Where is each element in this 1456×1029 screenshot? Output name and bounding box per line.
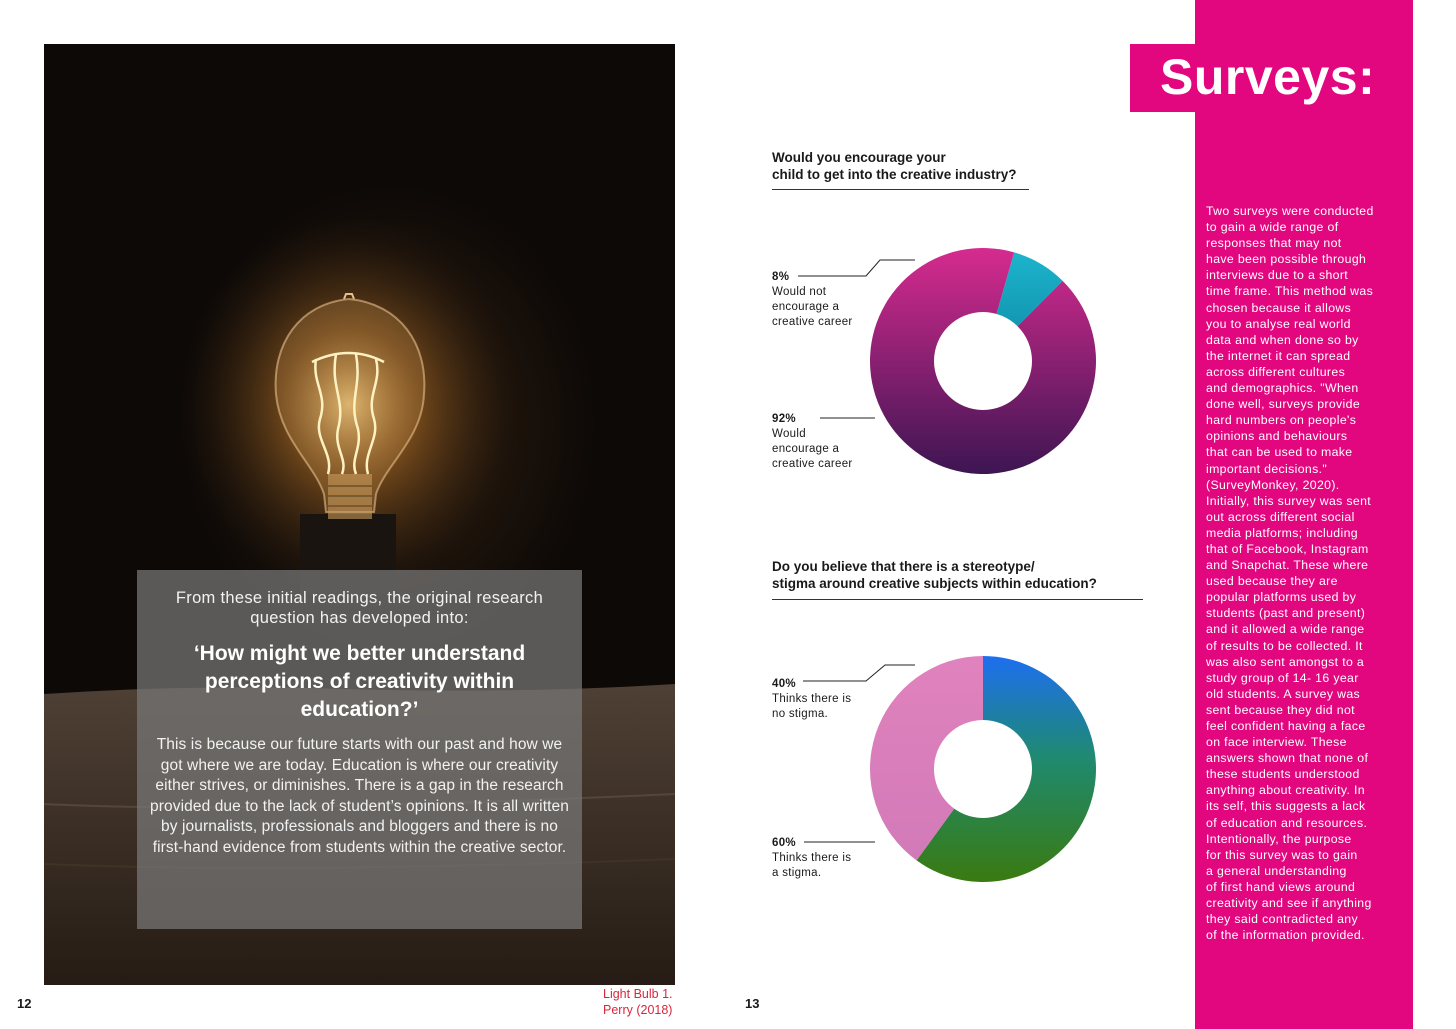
chart1-label-0-line1: Would not [772,286,827,298]
chart1-label-0-line3: creative career [772,316,853,328]
page-title: Surveys: [1160,49,1376,105]
page-number-left: 12 [17,996,32,1011]
sidebar-text: Two surveys were conducted to gain a wide range of responses that may not have been possible through interviews due to a short time frame. This method was chosen because it allows you to analyse real world data and when done so by the internet it can spread across different cultures and demographics. "When done well, surveys provide hard numbers on people's opinions and behaviours that can be used to make important decisions." (SurveyMonkey, 2020). Initially, this survey was sent out across different social media platforms; including that of Facebook, Instagram and Snapchat. These where used because they are popular platforms used by students (past and present) and it allowed a wide range of results to be collected. It was also sent amongst to a study group of 14- 16 year old students. A survey was sent because they did not feel confident having a face on face interview. These answers shown that none of these students understood anything about creativity. In its self, this suggests a lack of education and resources. Intentionally, the purpose for this survey was to gain a general understanding of first hand views around creativity and see if anything they said contradicted any of the information provided. [1206,204,1374,943]
chart1-leader-0 [798,260,915,276]
quote-intro: From these initial readings, the original research question has developed into: [175,589,544,627]
chart1-label-1-line1: Would [772,428,806,440]
chart2-label-0-line2: no stigma. [772,708,829,720]
chart1-question-line2: child to get into the creative industry? [772,167,1017,182]
research-question: ‘How might we better understand perceptions of creativity within education?’ [193,642,526,721]
chart2-leader-0 [803,665,915,681]
chart1-label-1-pct: 92% [772,413,796,425]
chart2-donut-hole [934,720,1032,818]
chart1-label-1-line3: creative career [772,458,853,470]
photo-caption-line2: Perry (2018) [603,1003,673,1017]
chart1-label-0-pct: 8% [772,271,790,283]
chart2-question-line1: Do you believe that there is a stereotype/ [772,559,1035,574]
photo-caption-line1: Light Bulb 1. [603,987,673,1001]
chart1-question-line1: Would you encourage your [772,150,946,165]
page-number-right: 13 [745,996,760,1011]
quote-body: This is because our future starts with our past and how we got where we are today. Education is where our creativity either strives, or diminishes. There is a gap in the research provided due to the lack of student’s opinions. It is all written by journalists, professionals and bloggers and there is no first-hand evidence from students within the creative sector. [150,736,569,856]
chart2-label-0-line1: Thinks there is [772,693,852,705]
chart2-label-1-line1: Thinks there is [772,852,852,864]
chart2-question-line2: stigma around creative subjects within education? [772,576,1097,591]
chart1-label-0-line2: encourage a [772,301,840,313]
chart2-label-1-pct: 60% [772,837,796,849]
chart2-label-1-line2: a stigma. [772,867,822,879]
chart1-label-1-line2: encourage a [772,443,840,455]
chart1-donut-hole [934,312,1032,410]
chart2-label-0-pct: 40% [772,678,796,690]
